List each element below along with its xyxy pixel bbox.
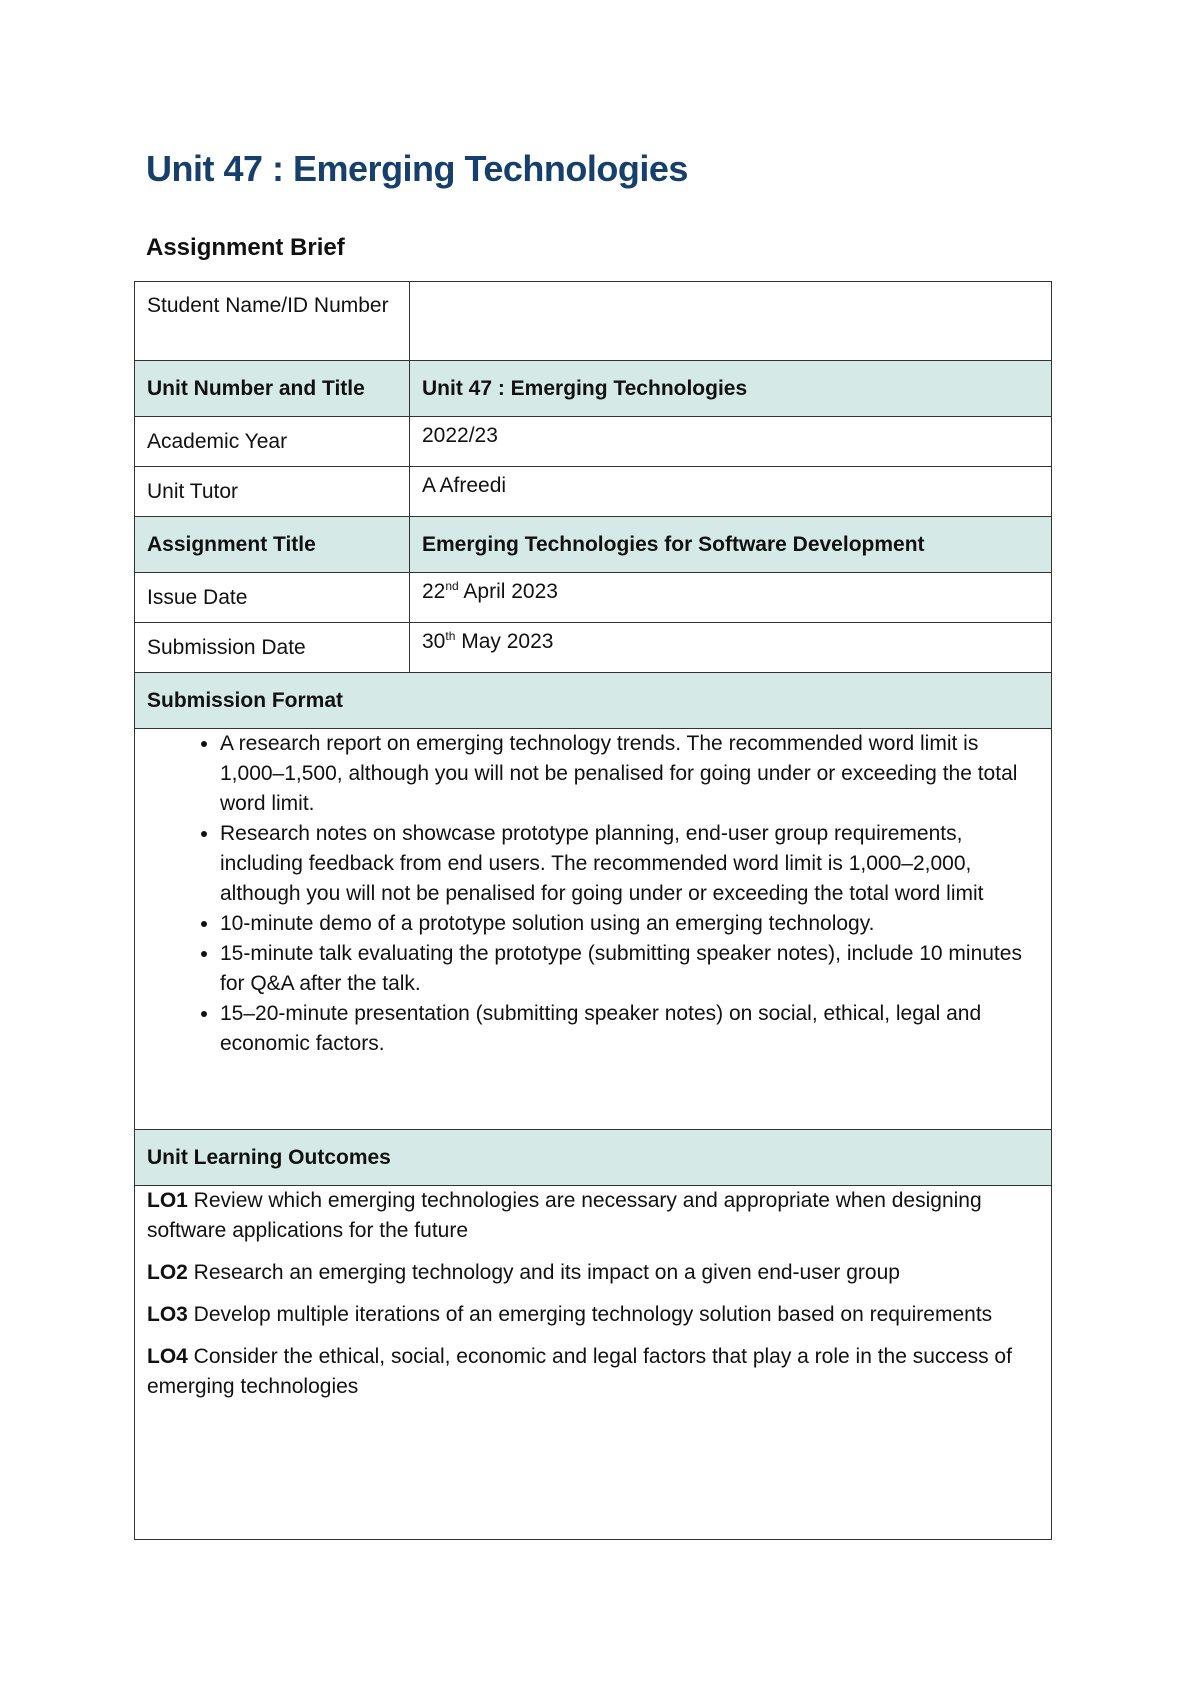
submission-format-heading: Submission Format (135, 673, 1052, 729)
row-student-name (135, 282, 1052, 361)
row-submission-format-list (135, 729, 1052, 1130)
academic-year-label: Academic Year (135, 417, 410, 467)
page-title: Unit 47 : Emerging Technologies (146, 148, 688, 189)
list-item: • 10-minute demo of a prototype solution using an emerging technology. (220, 909, 1039, 939)
academic-year-value: 2022/23 (410, 417, 1052, 467)
issue-date-suffix: nd (445, 579, 459, 593)
unit-tutor-label: Unit Tutor (135, 467, 410, 517)
learning-outcomes-cell (135, 1186, 1052, 1540)
unit-title-value: Unit 47 : Emerging Technologies (410, 361, 1052, 417)
issue-date-label: Issue Date (135, 573, 410, 623)
issue-date-day: 22 (422, 580, 446, 603)
lo-text: Consider the ethical, social, economic and legal factors that play a role in the success of emerging technologies (147, 1345, 1012, 1398)
lo-code: LO4 (147, 1345, 188, 1368)
submission-date-label: Submission Date (135, 623, 410, 673)
assignment-title-label: Assignment Title (135, 517, 410, 573)
row-learning-outcomes-list (135, 1186, 1052, 1540)
learning-outcomes-heading: Unit Learning Outcomes (135, 1130, 1052, 1186)
list-item: • 15–20-minute presentation (submitting speaker notes) on social, ethical, legal and economic factors. (220, 999, 1039, 1059)
assignment-title-value: Emerging Technologies for Software Development (410, 517, 1052, 573)
row-submission-date (135, 623, 1052, 673)
submission-date-day: 30 (422, 630, 446, 653)
list-item: • 15-minute talk evaluating the prototype (submitting speaker notes), include 10 minutes for Q&A after the talk. (220, 939, 1039, 999)
student-name-value[interactable] (410, 282, 1052, 361)
submission-format-list (147, 729, 1039, 1059)
learning-outcome-1 (147, 1186, 1039, 1246)
lo-text: Review which emerging technologies are necessary and appropriate when designing software applications for the future (147, 1189, 982, 1242)
row-unit-title (135, 361, 1052, 417)
row-academic-year (135, 417, 1052, 467)
row-issue-date (135, 573, 1052, 623)
lo-code: LO3 (147, 1303, 188, 1326)
assignment-brief-heading: Assignment Brief (146, 234, 345, 261)
lo-code: LO1 (147, 1189, 188, 1212)
lo-code: LO2 (147, 1261, 188, 1284)
submission-date-value (410, 623, 1052, 673)
unit-title-label: Unit Number and Title (135, 361, 410, 417)
row-submission-format-heading (135, 673, 1052, 729)
student-name-label: Student Name/ID Number (135, 282, 410, 361)
assignment-brief-table (134, 281, 1052, 1540)
lo-text: Develop multiple iterations of an emerging technology solution based on requirements (187, 1303, 993, 1326)
row-learning-outcomes-heading (135, 1130, 1052, 1186)
issue-date-rest: April 2023 (458, 580, 558, 603)
learning-outcome-4 (147, 1342, 1039, 1402)
lo-text: Research an emerging technology and its impact on a given end-user group (187, 1261, 900, 1284)
list-item: • A research report on emerging technology trends. The recommended word limit is 1,000–1,500, although you will not be penalised for going under or exceeding the total word limit. (220, 729, 1039, 819)
row-assignment-title (135, 517, 1052, 573)
issue-date-value (410, 573, 1052, 623)
learning-outcome-2 (147, 1258, 1039, 1288)
unit-tutor-value: A Afreedi (410, 467, 1052, 517)
submission-format-cell (135, 729, 1052, 1130)
submission-date-suffix: th (445, 629, 456, 643)
list-item: • Research notes on showcase prototype planning, end-user group requirements, including feedback from end users. The recommended word limit is 1,000–2,000, although you will not be penalised for going under or exceeding the total word limit (220, 819, 1039, 909)
row-unit-tutor (135, 467, 1052, 517)
learning-outcome-3 (147, 1300, 1039, 1330)
submission-date-rest: May 2023 (455, 630, 554, 653)
